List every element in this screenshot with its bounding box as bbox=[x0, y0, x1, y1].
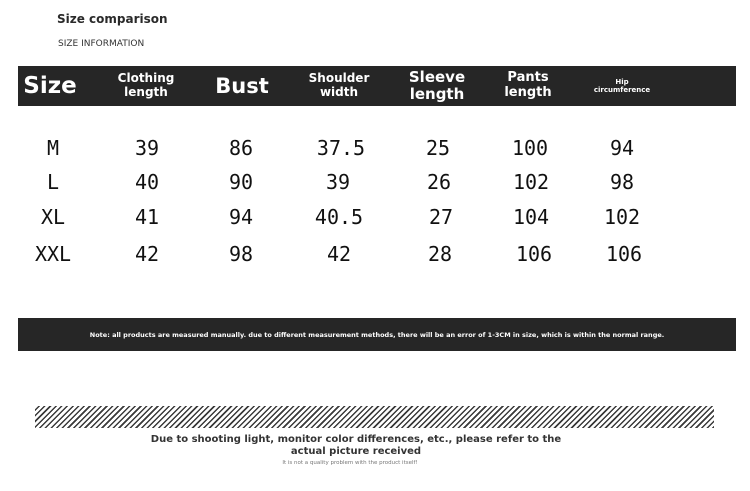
table-cell-pants-length: 100 bbox=[511, 136, 549, 160]
table-cell-size: XL bbox=[40, 205, 66, 229]
table-cell-hip-circumference: 98 bbox=[609, 170, 635, 194]
table-cell-sleeve-length: 25 bbox=[425, 136, 451, 160]
column-header-hip-circumference: Hip circumference bbox=[593, 77, 651, 94]
table-row bbox=[0, 242, 750, 270]
table-cell-bust: 98 bbox=[228, 242, 254, 266]
column-header-clothing-length: Clothing length bbox=[117, 71, 175, 99]
table-cell-bust: 94 bbox=[228, 205, 254, 229]
table-cell-clothing-length: 41 bbox=[134, 205, 160, 229]
table-cell-pants-length: 102 bbox=[512, 170, 550, 194]
page-title: Size comparison bbox=[57, 12, 168, 26]
table-cell-pants-length: 106 bbox=[515, 242, 553, 266]
table-cell-shoulder-width: 39 bbox=[325, 170, 351, 194]
column-header-size: Size bbox=[23, 72, 77, 99]
quality-note: It is not a quality problem with the product itself! bbox=[282, 460, 418, 466]
table-cell-size: XXL bbox=[34, 242, 72, 266]
table-cell-size: M bbox=[46, 136, 60, 160]
table-cell-sleeve-length: 26 bbox=[426, 170, 452, 194]
page-subtitle: SIZE INFORMATION bbox=[58, 39, 145, 49]
table-cell-hip-circumference: 102 bbox=[603, 205, 641, 229]
table-cell-size: L bbox=[46, 170, 60, 194]
table-row bbox=[0, 205, 750, 233]
column-header-shoulder-width: Shoulder width bbox=[308, 71, 370, 99]
table-header bbox=[18, 66, 736, 106]
table-cell-sleeve-length: 27 bbox=[428, 205, 454, 229]
measurement-note: Note: all products are measured manually. due to different measurement methods, there will be an error of 1-3CM in size, which is within the normal range. bbox=[89, 330, 665, 339]
table-row bbox=[0, 170, 750, 198]
column-header-sleeve-length: Sleeve length bbox=[408, 67, 466, 103]
table-cell-clothing-length: 39 bbox=[134, 136, 160, 160]
decorative-stripe-divider bbox=[35, 406, 714, 428]
column-header-pants-length: Pants length bbox=[504, 70, 552, 100]
table-cell-clothing-length: 40 bbox=[134, 170, 160, 194]
table-cell-bust: 90 bbox=[228, 170, 254, 194]
table-cell-bust: 86 bbox=[228, 136, 254, 160]
measurement-note-bar bbox=[18, 318, 736, 351]
table-cell-sleeve-length: 28 bbox=[427, 242, 453, 266]
color-disclaimer: Due to shooting light, monitor color differences, etc., please refer to the actual picture received bbox=[150, 434, 562, 457]
table-cell-shoulder-width: 37.5 bbox=[316, 136, 366, 160]
column-header-bust: Bust bbox=[215, 73, 269, 98]
table-row bbox=[0, 136, 750, 164]
table-cell-clothing-length: 42 bbox=[134, 242, 160, 266]
table-cell-shoulder-width: 42 bbox=[326, 242, 352, 266]
table-cell-hip-circumference: 94 bbox=[609, 136, 635, 160]
table-cell-shoulder-width: 40.5 bbox=[314, 205, 364, 229]
table-cell-pants-length: 104 bbox=[512, 205, 550, 229]
table-cell-hip-circumference: 106 bbox=[605, 242, 643, 266]
